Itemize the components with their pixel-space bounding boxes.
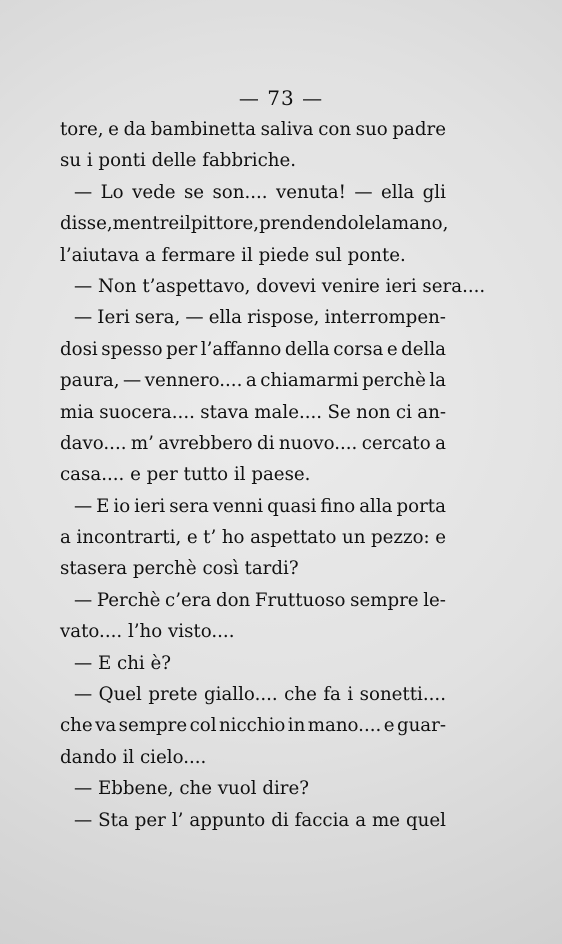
word: Perchè xyxy=(96,589,161,611)
word: paura, xyxy=(60,370,120,392)
word: faccia xyxy=(294,809,350,831)
word: saliva xyxy=(260,119,314,140)
word: incontrarti, xyxy=(76,527,182,549)
text-line xyxy=(60,553,446,584)
text-line xyxy=(60,240,446,271)
text-line xyxy=(60,365,446,396)
word: me xyxy=(372,809,401,831)
word: fa xyxy=(323,684,341,706)
word: Sta xyxy=(98,809,129,831)
word: a xyxy=(435,432,446,454)
word: prete xyxy=(148,684,198,706)
word: mano.... xyxy=(307,715,382,737)
word: la xyxy=(375,213,392,235)
word: Fruttuoso xyxy=(254,589,346,611)
word: che xyxy=(60,715,93,737)
word: e xyxy=(435,527,446,549)
line-text: — Ebbene, che vuol dire? xyxy=(74,778,309,800)
text-line xyxy=(60,710,446,741)
word: alla xyxy=(359,495,393,517)
word: giallo.... xyxy=(204,684,278,706)
word: pittore, xyxy=(190,213,260,235)
line-text: su i ponti delle fabbriche. xyxy=(60,150,297,172)
word: da xyxy=(123,119,147,140)
word: l’affanno xyxy=(200,338,282,360)
word: rispose, xyxy=(247,307,320,329)
word: — xyxy=(74,181,93,203)
line-text: dando il cielo.... xyxy=(60,746,207,768)
word: vennero.... xyxy=(144,370,243,392)
word: ci xyxy=(395,401,412,423)
line-text: l’aiutava a fermare il piede sul ponte. xyxy=(60,244,406,266)
word: cercato xyxy=(361,432,431,454)
word: a xyxy=(245,370,257,392)
word: col xyxy=(189,715,217,737)
word: — xyxy=(74,809,93,831)
word: con xyxy=(318,119,352,140)
word: — xyxy=(354,181,373,203)
word: che xyxy=(284,684,317,706)
word: guar- xyxy=(396,715,446,737)
word: ella xyxy=(380,181,415,203)
word: sonetti.... xyxy=(359,684,446,706)
word: e xyxy=(383,715,395,737)
word: suo xyxy=(355,119,388,140)
word: Se xyxy=(327,401,351,423)
word: ieri xyxy=(134,495,166,517)
text-line xyxy=(60,302,446,333)
word: sempre xyxy=(118,715,188,737)
word: son.... xyxy=(212,181,268,203)
word: venuta! xyxy=(276,181,346,203)
word: della xyxy=(401,338,446,360)
word: se xyxy=(183,181,205,203)
text-line xyxy=(60,334,446,365)
word: appunto xyxy=(189,809,266,831)
word: prendendole xyxy=(259,213,376,235)
word: quel xyxy=(406,809,446,831)
word: per xyxy=(134,809,166,831)
word: nicchio xyxy=(218,715,286,737)
word: mano, xyxy=(391,213,449,235)
line-text: vato.... l’ho visto.... xyxy=(60,621,235,643)
text-line xyxy=(60,773,446,804)
word: sera xyxy=(169,495,209,517)
word: venni xyxy=(212,495,264,517)
text-line xyxy=(60,397,446,428)
word: t’ xyxy=(203,527,217,549)
word: vede xyxy=(132,181,176,203)
word: stava xyxy=(200,401,249,423)
word: Lo xyxy=(100,181,124,203)
word: bambinetta xyxy=(150,119,256,140)
word: — xyxy=(74,307,93,329)
word: c’era xyxy=(165,589,212,611)
word: aspettato xyxy=(250,527,337,549)
word: spesso xyxy=(101,338,163,360)
word: mia xyxy=(60,401,94,423)
text-line xyxy=(60,145,446,176)
word: suocera.... xyxy=(99,401,195,423)
word: chiamarmi xyxy=(260,370,359,392)
word: i xyxy=(347,684,354,706)
word: — xyxy=(74,684,93,706)
word: sera, xyxy=(134,307,181,329)
text-line xyxy=(60,679,446,710)
word: padre xyxy=(392,119,446,140)
word: un xyxy=(341,527,366,549)
word: corsa xyxy=(333,338,384,360)
word: don xyxy=(215,589,251,611)
word: e xyxy=(386,338,398,360)
text-line xyxy=(60,428,446,459)
text-line xyxy=(60,459,446,490)
body-text xyxy=(60,114,486,836)
word: nuovo.... xyxy=(278,432,358,454)
word: il xyxy=(179,213,191,235)
line-text: casa.... e per tutto il paese. xyxy=(60,464,311,486)
word: davo.... xyxy=(60,432,127,454)
text-line xyxy=(60,616,446,647)
word: gli xyxy=(422,181,446,203)
word: di xyxy=(271,809,289,831)
word: e xyxy=(186,527,198,549)
text-line xyxy=(60,522,446,553)
word: a xyxy=(355,809,367,831)
line-text: — Non t’aspettavo, dovevi venire ieri sera.... xyxy=(74,275,486,297)
page-number: — 73 — xyxy=(238,86,324,110)
word: avrebbero xyxy=(158,432,253,454)
word: — xyxy=(185,307,204,329)
word: ho xyxy=(221,527,245,549)
word: an- xyxy=(417,401,446,423)
text-line xyxy=(60,742,446,773)
word: E xyxy=(96,495,110,517)
word: della xyxy=(284,338,330,360)
line-text: — E chi è? xyxy=(74,652,172,674)
text-line xyxy=(60,491,446,522)
word: dosi xyxy=(60,338,98,360)
word: disse, xyxy=(60,213,113,235)
text-line xyxy=(60,114,446,145)
word: fino xyxy=(320,495,356,517)
word: porta xyxy=(396,495,446,517)
text-line xyxy=(60,271,486,302)
text-line xyxy=(60,177,446,208)
word: perchè xyxy=(362,370,426,392)
word: io xyxy=(113,495,131,517)
word: non xyxy=(356,401,391,423)
word: le- xyxy=(423,589,446,611)
word: a xyxy=(60,527,71,549)
word: interrompen- xyxy=(324,307,446,329)
word: Quel xyxy=(98,684,142,706)
word: — xyxy=(123,370,142,392)
word: l’ xyxy=(171,809,184,831)
text-line xyxy=(60,585,446,616)
word: mentre xyxy=(112,213,180,235)
word: sempre xyxy=(350,589,419,611)
word: m’ xyxy=(130,432,154,454)
line-text: stasera perchè così tardi? xyxy=(60,558,299,580)
word: per xyxy=(166,338,198,360)
word: male.... xyxy=(254,401,323,423)
word: Ieri xyxy=(97,307,130,329)
word: va xyxy=(95,715,117,737)
word: pezzo: xyxy=(371,527,430,549)
text-line xyxy=(60,208,449,239)
word: — xyxy=(74,589,93,611)
word: di xyxy=(257,432,275,454)
word: tore, xyxy=(60,119,104,140)
word: in xyxy=(287,715,306,737)
word: — xyxy=(74,495,93,517)
word: la xyxy=(429,370,446,392)
text-line xyxy=(60,805,446,836)
word: ella xyxy=(208,307,242,329)
text-line xyxy=(60,648,446,679)
word: quasi xyxy=(267,495,317,517)
word: e xyxy=(108,119,119,140)
